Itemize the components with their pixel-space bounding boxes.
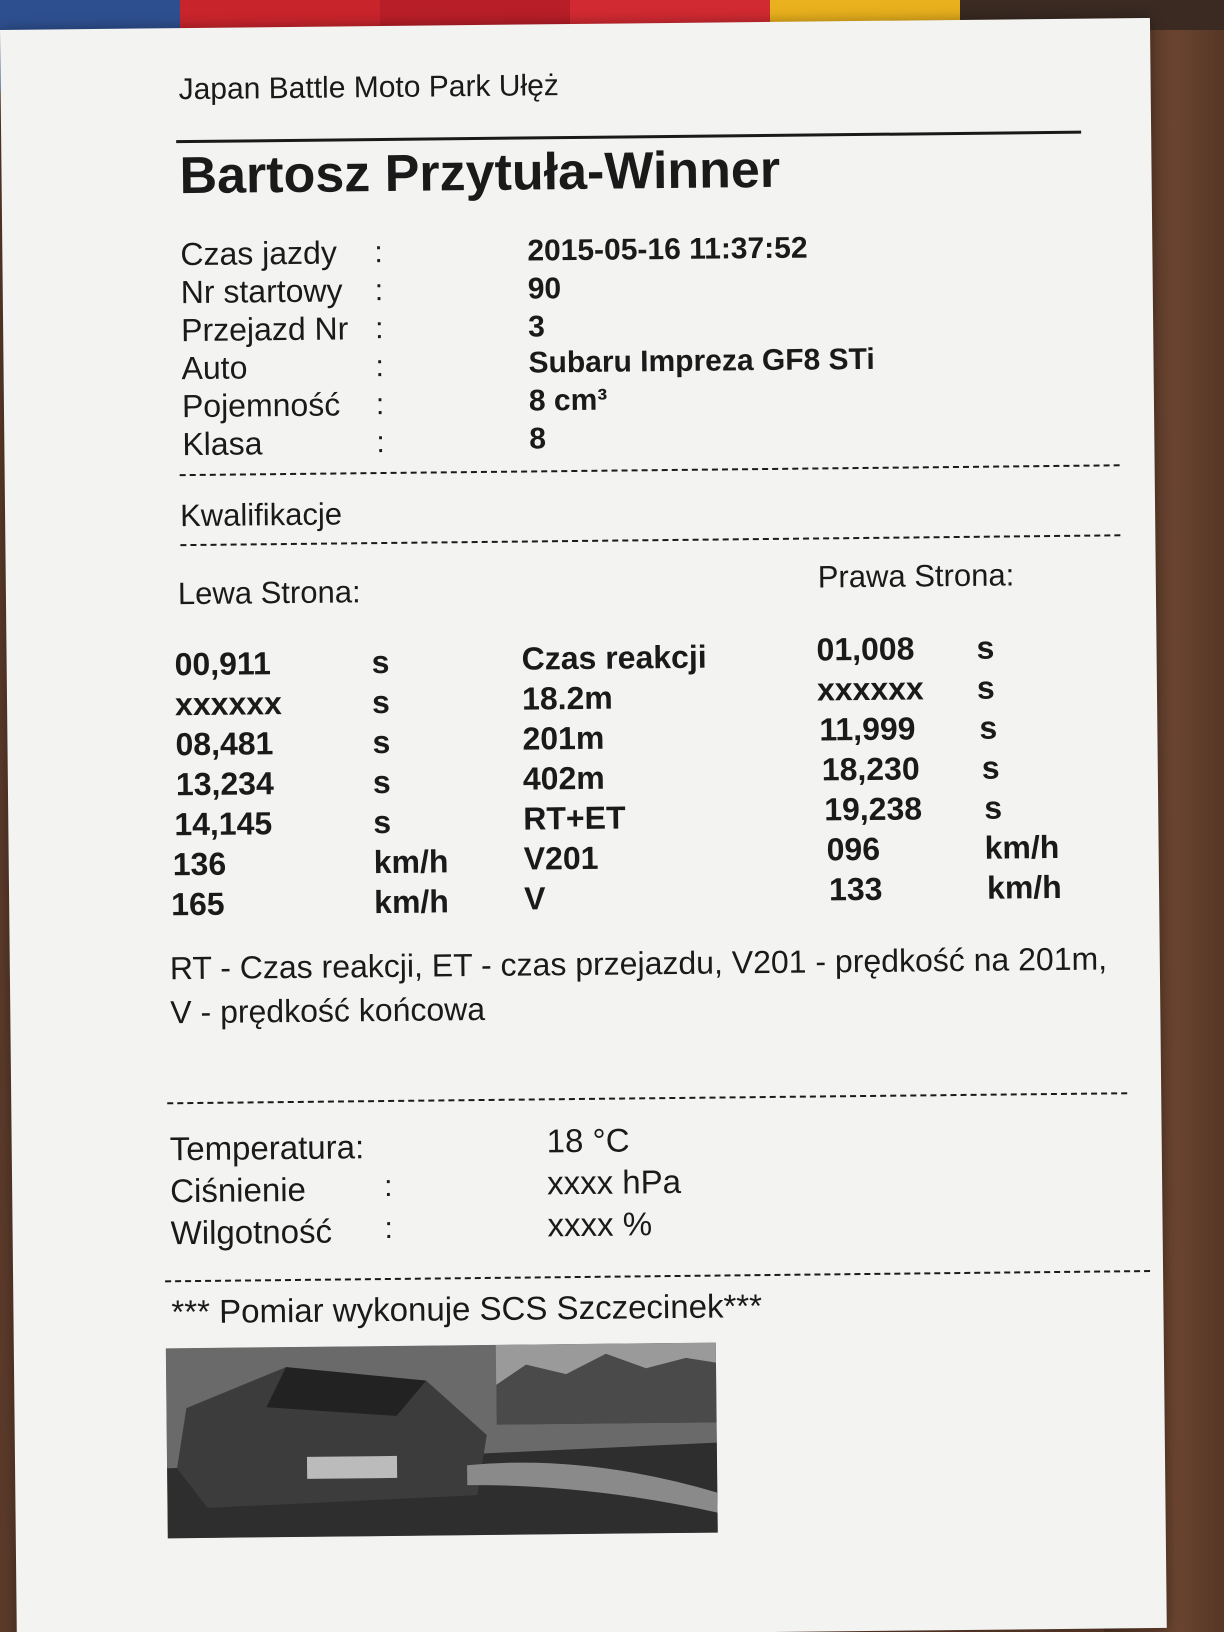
env-label: Ciśnienie [169,1170,307,1210]
car-photo [166,1343,718,1539]
right-value: 01,008 [816,630,915,668]
dashed-divider [180,534,1120,546]
driver-name: Bartosz Przytuła-Winner [179,140,781,206]
receipt [0,18,1167,1632]
dashed-divider [180,464,1120,476]
info-value: 8 [529,422,547,456]
env-colon: : [384,1211,394,1246]
info-colon: : [375,387,385,422]
measurement-label: 402m [522,759,605,797]
info-label: Pojemność [181,386,341,425]
info-value: 2015-05-16 11:37:52 [527,231,808,268]
right-unit: s [984,789,1003,826]
right-value: 19,238 [824,790,923,828]
left-value: 00,911 [174,645,271,683]
left-unit: s [372,763,391,801]
info-colon: : [374,274,384,308]
info-label: Przejazd Nr [180,310,349,349]
right-value: 096 [826,830,881,868]
right-side-title: Prawa Strona: [817,557,1015,595]
info-value: 8 cm³ [528,383,608,418]
info-label: Auto [181,349,248,387]
info-value: 3 [527,310,545,344]
dashed-divider [167,1092,1127,1104]
legend-line: RT - Czas reakcji, ET - czas przejazdu, V201 - prędkość na 201m, [169,940,1108,987]
right-value: 18,230 [821,750,920,788]
info-value: 90 [527,272,562,306]
right-unit: s [979,709,998,746]
left-value: 14,145 [174,805,273,843]
left-unit: s [371,643,390,681]
measurement-label: V [523,880,546,917]
right-value: xxxxxx [816,670,924,708]
right-unit: km/h [984,828,1060,866]
info-colon: : [374,236,383,270]
left-value: xxxxxx [174,685,283,723]
right-value: 11,999 [819,710,916,748]
car-photo-drawing [166,1343,718,1539]
left-unit: s [373,803,392,841]
env-value: xxxx % [547,1205,653,1244]
measurement-label: RT+ET [523,799,626,837]
right-unit: s [976,629,995,666]
footer-note: *** Pomiar wykonuje SCS Szczecinek*** [171,1287,763,1331]
info-colon: : [376,425,385,460]
right-unit: km/h [986,868,1062,906]
left-unit: km/h [373,883,450,921]
legend-line: V - prędkość końcowa [170,990,486,1031]
measurement-label: Czas reakcji [521,638,707,677]
measurement-label: 18.2m [521,679,613,717]
measurement-label: 201m [522,719,605,757]
right-unit: s [981,749,1000,786]
venue-name: Japan Battle Moto Park Ułęż [178,69,559,107]
left-value: 08,481 [175,725,274,763]
info-label: Nr startowy [180,272,343,311]
env-colon: : [383,1169,393,1204]
right-value: 133 [828,870,883,908]
env-value: xxxx hPa [546,1162,682,1202]
left-unit: s [372,723,391,761]
info-value: Subaru Impreza GF8 STi [528,342,875,380]
section-title: Kwalifikacje [179,496,343,534]
left-value: 165 [170,885,225,923]
info-colon: : [374,312,384,346]
info-colon: : [375,349,385,384]
left-side-title: Lewa Strona: [177,574,361,612]
left-unit: s [371,683,391,721]
info-label: Klasa [182,425,263,463]
env-value: 18 °C [546,1121,630,1160]
left-value: 13,234 [175,765,274,803]
right-unit: s [976,669,995,706]
abbreviation-legend [170,936,1131,1034]
left-unit: km/h [373,843,449,881]
info-label: Czas jazdy [180,234,338,273]
env-label: Temperatura: [169,1128,365,1168]
env-label: Wilgotność [170,1212,333,1252]
left-value: 136 [172,845,227,883]
measurement-label: V201 [523,839,599,877]
dashed-divider [165,1270,1150,1282]
